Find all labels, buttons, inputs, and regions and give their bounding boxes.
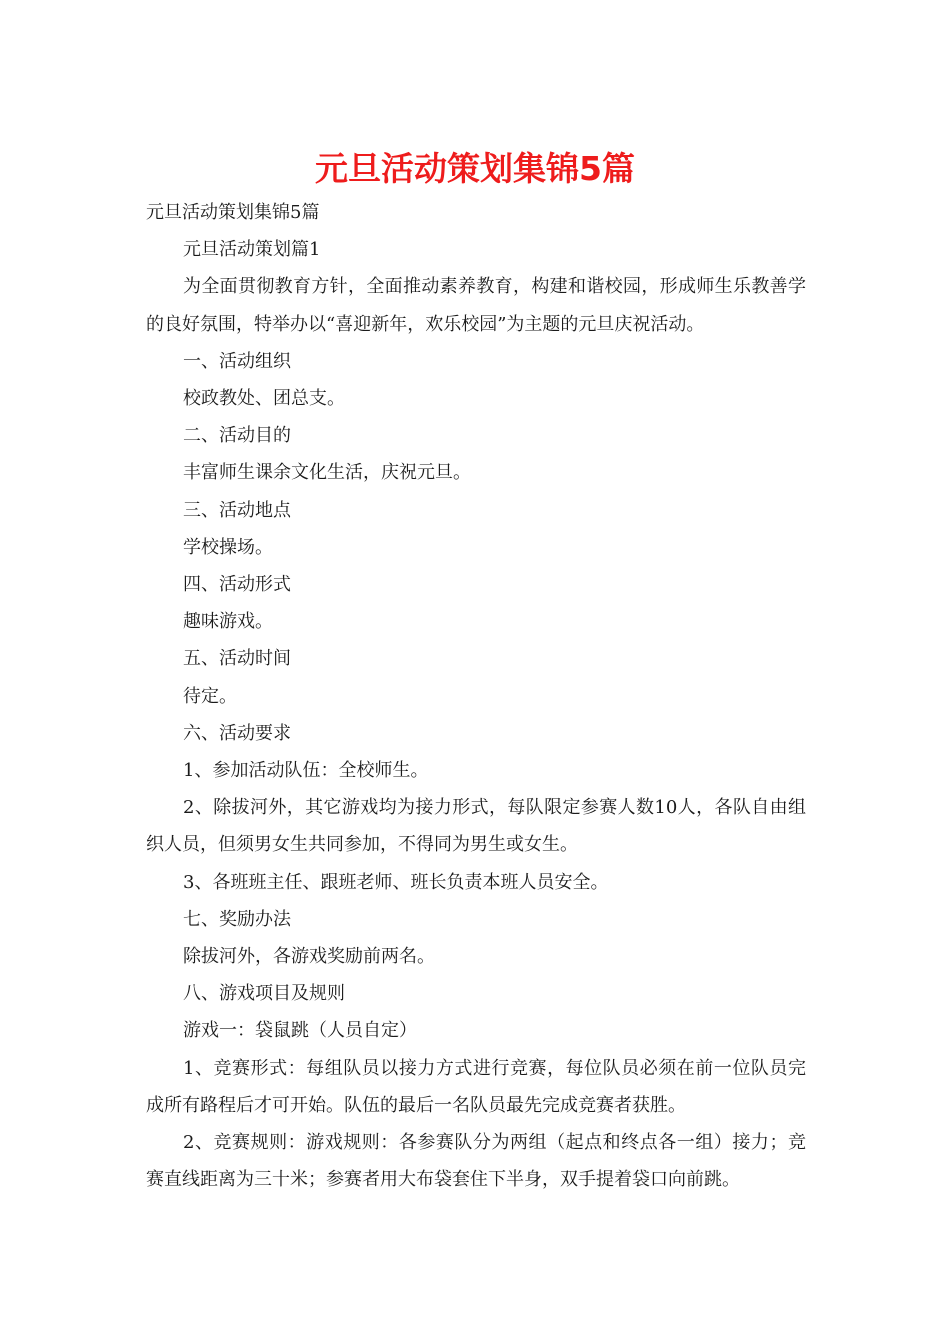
paragraph: 六、活动要求 [183,722,291,744]
paragraph: 2、除拔河外，其它游戏均为接力形式，每队限定参赛人数10人，各队自由组织人员，但须男女生共同参加，不得同为男生或女生。 [146,797,806,856]
document-title: 元旦活动策划集锦5篇 [315,149,635,188]
paragraph: 除拔河外，各游戏奖励前两名。 [183,946,435,968]
paragraph: 七、奖励办法 [183,908,291,930]
paragraph: 一、活动组织 [183,350,291,372]
paragraph: 元旦活动策划集锦5篇 [146,202,320,223]
paragraph: 1、参加活动队伍：全校师生。 [183,760,429,782]
document-body [146,194,806,1198]
paragraph: 待定。 [183,685,237,707]
paragraph: 1、竞赛形式：每组队员以接力方式进行竞赛，每位队员必须在前一位队员完成所有路程后才可开始。队伍的最后一名队员最先完成竞赛者获胜。 [146,1057,806,1116]
paragraph: 趣味游戏。 [183,611,273,633]
paragraph: 2、竞赛规则：游戏规则：各参赛队分为两组（起点和终点各一组）接力；竞赛直线距离为三十米；参赛者用大布袋套住下半身，双手提着袋口向前跳。 [146,1132,806,1191]
paragraph: 四、活动形式 [183,574,291,596]
paragraph: 二、活动目的 [183,425,291,447]
paragraph: 元旦活动策划篇1 [183,239,321,261]
paragraph: 游戏一：袋鼠跳（人员自定） [183,1020,417,1042]
paragraph: 三、活动地点 [183,499,291,521]
paragraph: 为全面贯彻教育方针，全面推动素养教育，构建和谐校园，形成师生乐教善学的良好氛围，特举办以“喜迎新年，欢乐校园”为主题的元旦庆祝活动。 [146,276,806,335]
paragraph: 学校操场。 [183,536,273,558]
paragraph: 八、游戏项目及规则 [183,983,345,1005]
paragraph: 3、各班班主任、跟班老师、班长负责本班人员安全。 [183,871,609,893]
paragraph: 五、活动时间 [183,648,291,670]
paragraph: 丰富师生课余文化生活，庆祝元旦。 [183,462,471,484]
paragraph: 校政教处、团总支。 [183,388,345,410]
